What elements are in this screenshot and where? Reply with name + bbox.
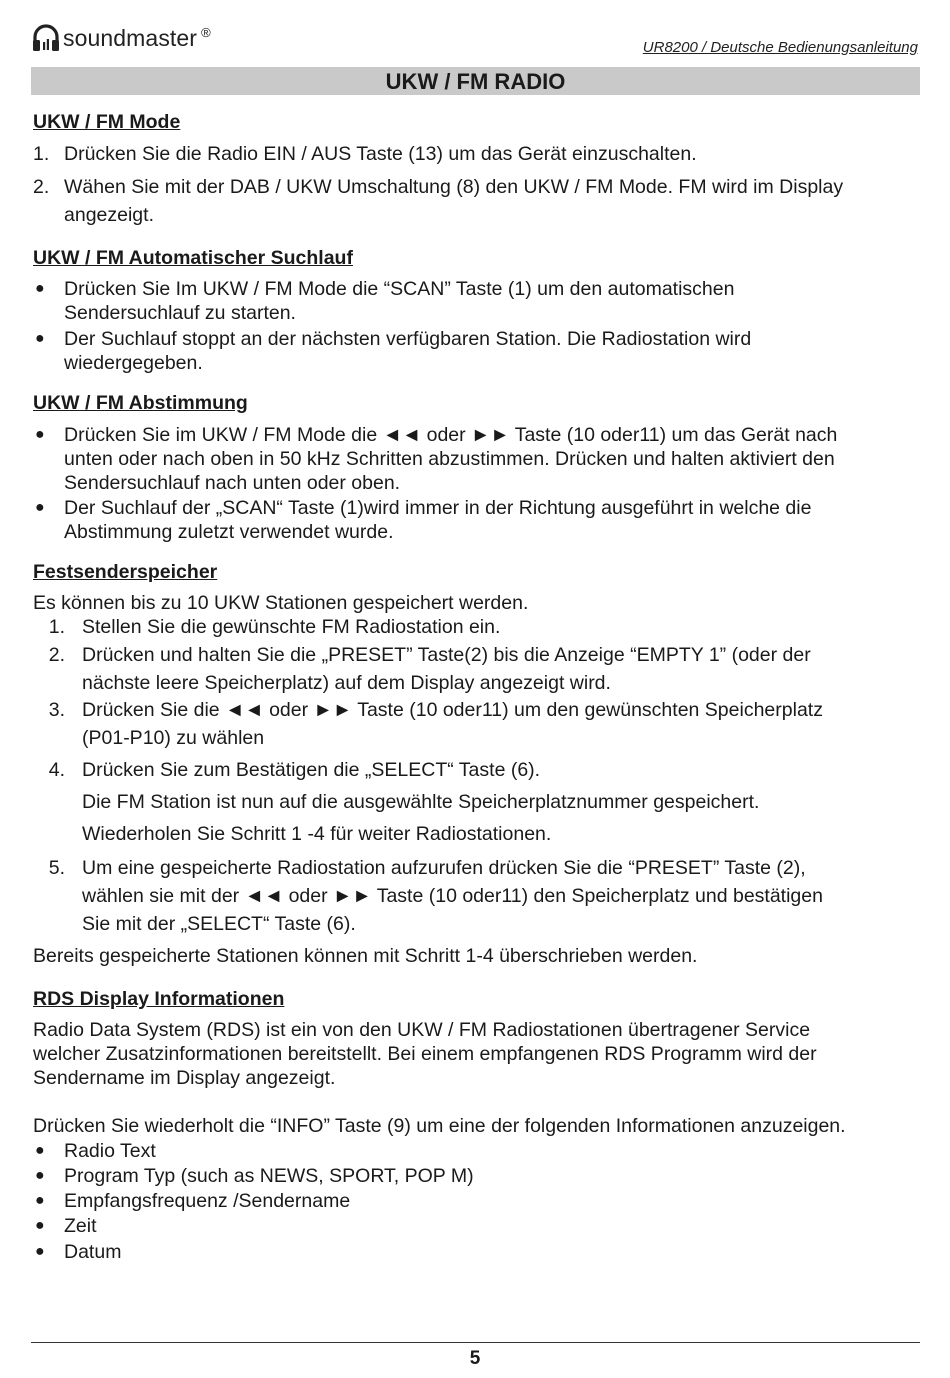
- numbered-item: [33, 615, 913, 639]
- item-text: (P01-P10) zu wählen: [82, 727, 265, 749]
- bullet-item: [33, 277, 913, 325]
- page-title: UKW / FM RADIO: [31, 67, 920, 95]
- bullet-item: [33, 1164, 913, 1188]
- item-text: Empfangsfrequenz /Sendername: [64, 1190, 351, 1212]
- bullet-icon: ●: [35, 1192, 45, 1209]
- heading-rds: RDS Display Informationen: [33, 988, 285, 1010]
- rds-paragraph: [33, 1018, 918, 1090]
- brand-name: soundmaster: [63, 25, 198, 51]
- bullet-item: [33, 423, 913, 495]
- bullet-item: [33, 1240, 913, 1264]
- bullet-icon: ●: [35, 330, 45, 347]
- heading-fm-mode: UKW / FM Mode: [33, 111, 181, 133]
- paragraph-line: welcher Zusatzinformationen bereitstellt. Bei einem empfangenen RDS Programm wird der: [33, 1043, 817, 1065]
- item-text: unten oder nach oben in 50 kHz Schritten abzustimmen. Drücken und halten aktiviert den: [64, 448, 835, 470]
- item-text: Wähen Sie mit der DAB / UKW Umschaltung (8) den UKW / FM Mode. FM wird im Display: [64, 176, 844, 198]
- presets-outro: Bereits gespeicherte Stationen können mit Schritt 1-4 überschrieben werden.: [33, 945, 698, 967]
- item-number: 1.: [48, 616, 65, 638]
- presets-intro: Es können bis zu 10 UKW Stationen gespeichert werden.: [33, 592, 529, 614]
- heading-presets: Festsenderspeicher: [33, 561, 218, 583]
- numbered-item: [33, 142, 913, 166]
- document-reference: UR8200 / Deutsche Bedienungsanleitung: [642, 39, 918, 56]
- item-text: Drücken und halten Sie die „PRESET” Taste(2) bis die Anzeige “EMPTY 1” (oder der: [82, 644, 811, 666]
- item-text: Abstimmung zuletzt verwendet wurde.: [64, 521, 394, 543]
- heading-auto-scan: UKW / FM Automatischer Suchlauf: [33, 247, 353, 269]
- item-text: Die FM Station ist nun auf die ausgewählte Speicherplatznummer gespeichert.: [82, 791, 760, 813]
- item-number: 1.: [33, 143, 50, 165]
- item-number: 2.: [48, 644, 65, 666]
- brand-logo: [32, 24, 211, 54]
- item-text: Sendersuchlauf nach unten oder oben.: [64, 472, 401, 494]
- item-text: Drücken Sie im UKW / FM Mode die ◄◄ oder ►► Taste (10 oder11) um das Gerät nach: [64, 424, 838, 446]
- numbered-item: [33, 698, 913, 750]
- bullet-icon: ●: [35, 280, 45, 297]
- item-text: Wiederholen Sie Schritt 1 -4 für weiter Radiostationen.: [82, 823, 552, 845]
- bullet-item: [33, 1139, 913, 1163]
- page-number: 5: [469, 1348, 481, 1369]
- item-text: Drücken Sie die Radio EIN / AUS Taste (13) um das Gerät einzuschalten.: [64, 143, 697, 165]
- bullet-icon: ●: [35, 1243, 45, 1260]
- item-text: Zeit: [64, 1215, 97, 1237]
- item-text: Drücken Sie zum Bestätigen die „SELECT“ Taste (6).: [82, 759, 541, 781]
- bullet-icon: ●: [35, 1217, 45, 1234]
- item-text: Program Typ (such as NEWS, SPORT, POP M): [64, 1165, 474, 1187]
- item-text: Um eine gespeicherte Radiostation aufzurufen drücken Sie die “PRESET” Taste (2),: [82, 857, 806, 879]
- bullet-item: [33, 1189, 913, 1213]
- soundmaster-logo-icon: [32, 24, 60, 52]
- item-number: 2.: [33, 176, 50, 198]
- bullet-item: [33, 1214, 913, 1238]
- bullet-icon: ●: [35, 499, 45, 516]
- item-text: Stellen Sie die gewünschte FM Radiostation ein.: [82, 616, 501, 638]
- paragraph-line: Sendername im Display angezeigt.: [33, 1067, 336, 1089]
- item-text: Der Suchlauf stoppt an der nächsten verfügbaren Station. Die Radiostation wird: [64, 328, 752, 350]
- item-text: wiedergegeben.: [64, 352, 203, 374]
- item-text: Der Suchlauf der „SCAN“ Taste (1)wird immer in der Richtung ausgeführt in welche die: [64, 497, 812, 519]
- numbered-item: [33, 856, 913, 936]
- item-text: Radio Text: [64, 1140, 156, 1162]
- item-text: wählen sie mit der ◄◄ oder ►► Taste (10 oder11) den Speicherplatz und bestätigen: [82, 885, 823, 907]
- bullet-item: [33, 327, 913, 375]
- item-number: 3.: [48, 699, 65, 721]
- numbered-item: [33, 643, 913, 695]
- item-text: Sendersuchlauf zu starten.: [64, 302, 296, 324]
- item-text: nächste leere Speicherplatz) auf dem Display angezeigt wird.: [82, 672, 611, 694]
- bullet-icon: ●: [35, 1142, 45, 1159]
- heading-tuning: UKW / FM Abstimmung: [33, 392, 248, 414]
- paragraph-line: Radio Data System (RDS) ist ein von den UKW / FM Radiostationen übertragener Service: [33, 1019, 811, 1041]
- bullet-icon: ●: [35, 426, 45, 443]
- item-text: Datum: [64, 1241, 122, 1263]
- rds-info-instruction: Drücken Sie wiederholt die “INFO” Taste (9) um eine der folgenden Informationen anzuzeigen.: [33, 1115, 846, 1137]
- item-number: 4.: [48, 759, 65, 781]
- bullet-item: [33, 496, 913, 544]
- item-text: angezeigt.: [64, 204, 154, 226]
- numbered-item: [33, 758, 913, 846]
- registered-mark: ®: [201, 25, 211, 40]
- item-text: Drücken Sie Im UKW / FM Mode die “SCAN” Taste (1) um den automatischen: [64, 278, 735, 300]
- numbered-item: [33, 175, 913, 227]
- item-text: Drücken Sie die ◄◄ oder ►► Taste (10 oder11) um den gewünschten Speicherplatz: [82, 699, 823, 721]
- bullet-icon: ●: [35, 1167, 45, 1184]
- item-text: Sie mit der „SELECT“ Taste (6).: [82, 913, 356, 935]
- item-number: 5.: [48, 857, 65, 879]
- footer-divider: [31, 1342, 920, 1343]
